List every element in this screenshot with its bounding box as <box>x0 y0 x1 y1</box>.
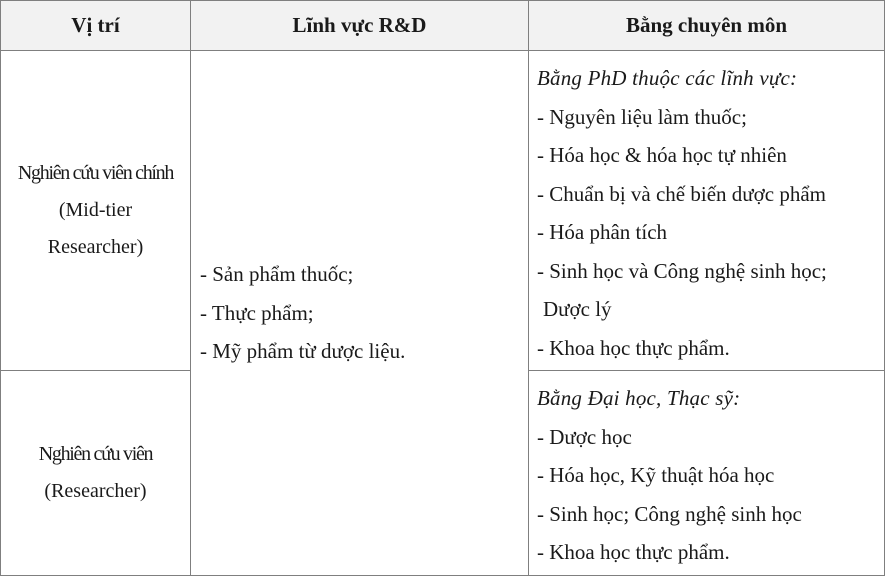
list-item: - Sản phẩm thuốc; <box>200 262 354 287</box>
list-item: - Sinh học và Công nghệ sinh học; <box>537 258 827 283</box>
list-item: - Hóa phân tích <box>537 220 668 244</box>
position-english: (Mid-tier <box>58 199 133 221</box>
rd-field-cell <box>191 51 529 576</box>
header-rd-field: Lĩnh vực R&D <box>191 1 529 51</box>
list-item: - Chuẩn bị và chế biến dược phẩm <box>537 181 826 206</box>
position-title: Nghiên cứu viên chính <box>17 162 174 184</box>
position-cell <box>1 51 191 371</box>
list-item: - Mỹ phẩm từ dược liệu. <box>200 339 406 364</box>
list-item: - Dược học <box>537 424 632 449</box>
list-item: - Hóa học & hóa học tự nhiên <box>537 143 787 167</box>
degree-cell <box>529 51 885 371</box>
table-row <box>1 51 885 371</box>
list-item: Dược lý <box>543 297 612 321</box>
list-item: - Khoa học thực phẩm. <box>537 540 730 564</box>
list-item: - Thực phẩm; <box>200 300 314 325</box>
list-item: - Nguyên liệu làm thuốc; <box>537 104 747 129</box>
position-title: Nghiên cứu viên <box>38 443 153 465</box>
header-degree: Bằng chuyên môn <box>529 1 885 51</box>
degree-cell <box>529 371 885 576</box>
position-english: Researcher) <box>47 236 144 258</box>
position-cell <box>1 371 191 576</box>
header-position: Vị trí <box>1 1 191 51</box>
degree-heading: Bằng PhD thuộc các lĩnh vực: <box>537 66 798 90</box>
header-row <box>1 1 885 51</box>
list-item: - Khoa học thực phẩm. <box>537 335 730 360</box>
list-item: - Hóa học, Kỹ thuật hóa học <box>537 463 775 487</box>
position-english: (Researcher) <box>44 480 147 502</box>
list-item: - Sinh học; Công nghệ sinh học <box>537 501 802 526</box>
degree-heading: Bằng Đại học, Thạc sỹ: <box>537 386 741 410</box>
